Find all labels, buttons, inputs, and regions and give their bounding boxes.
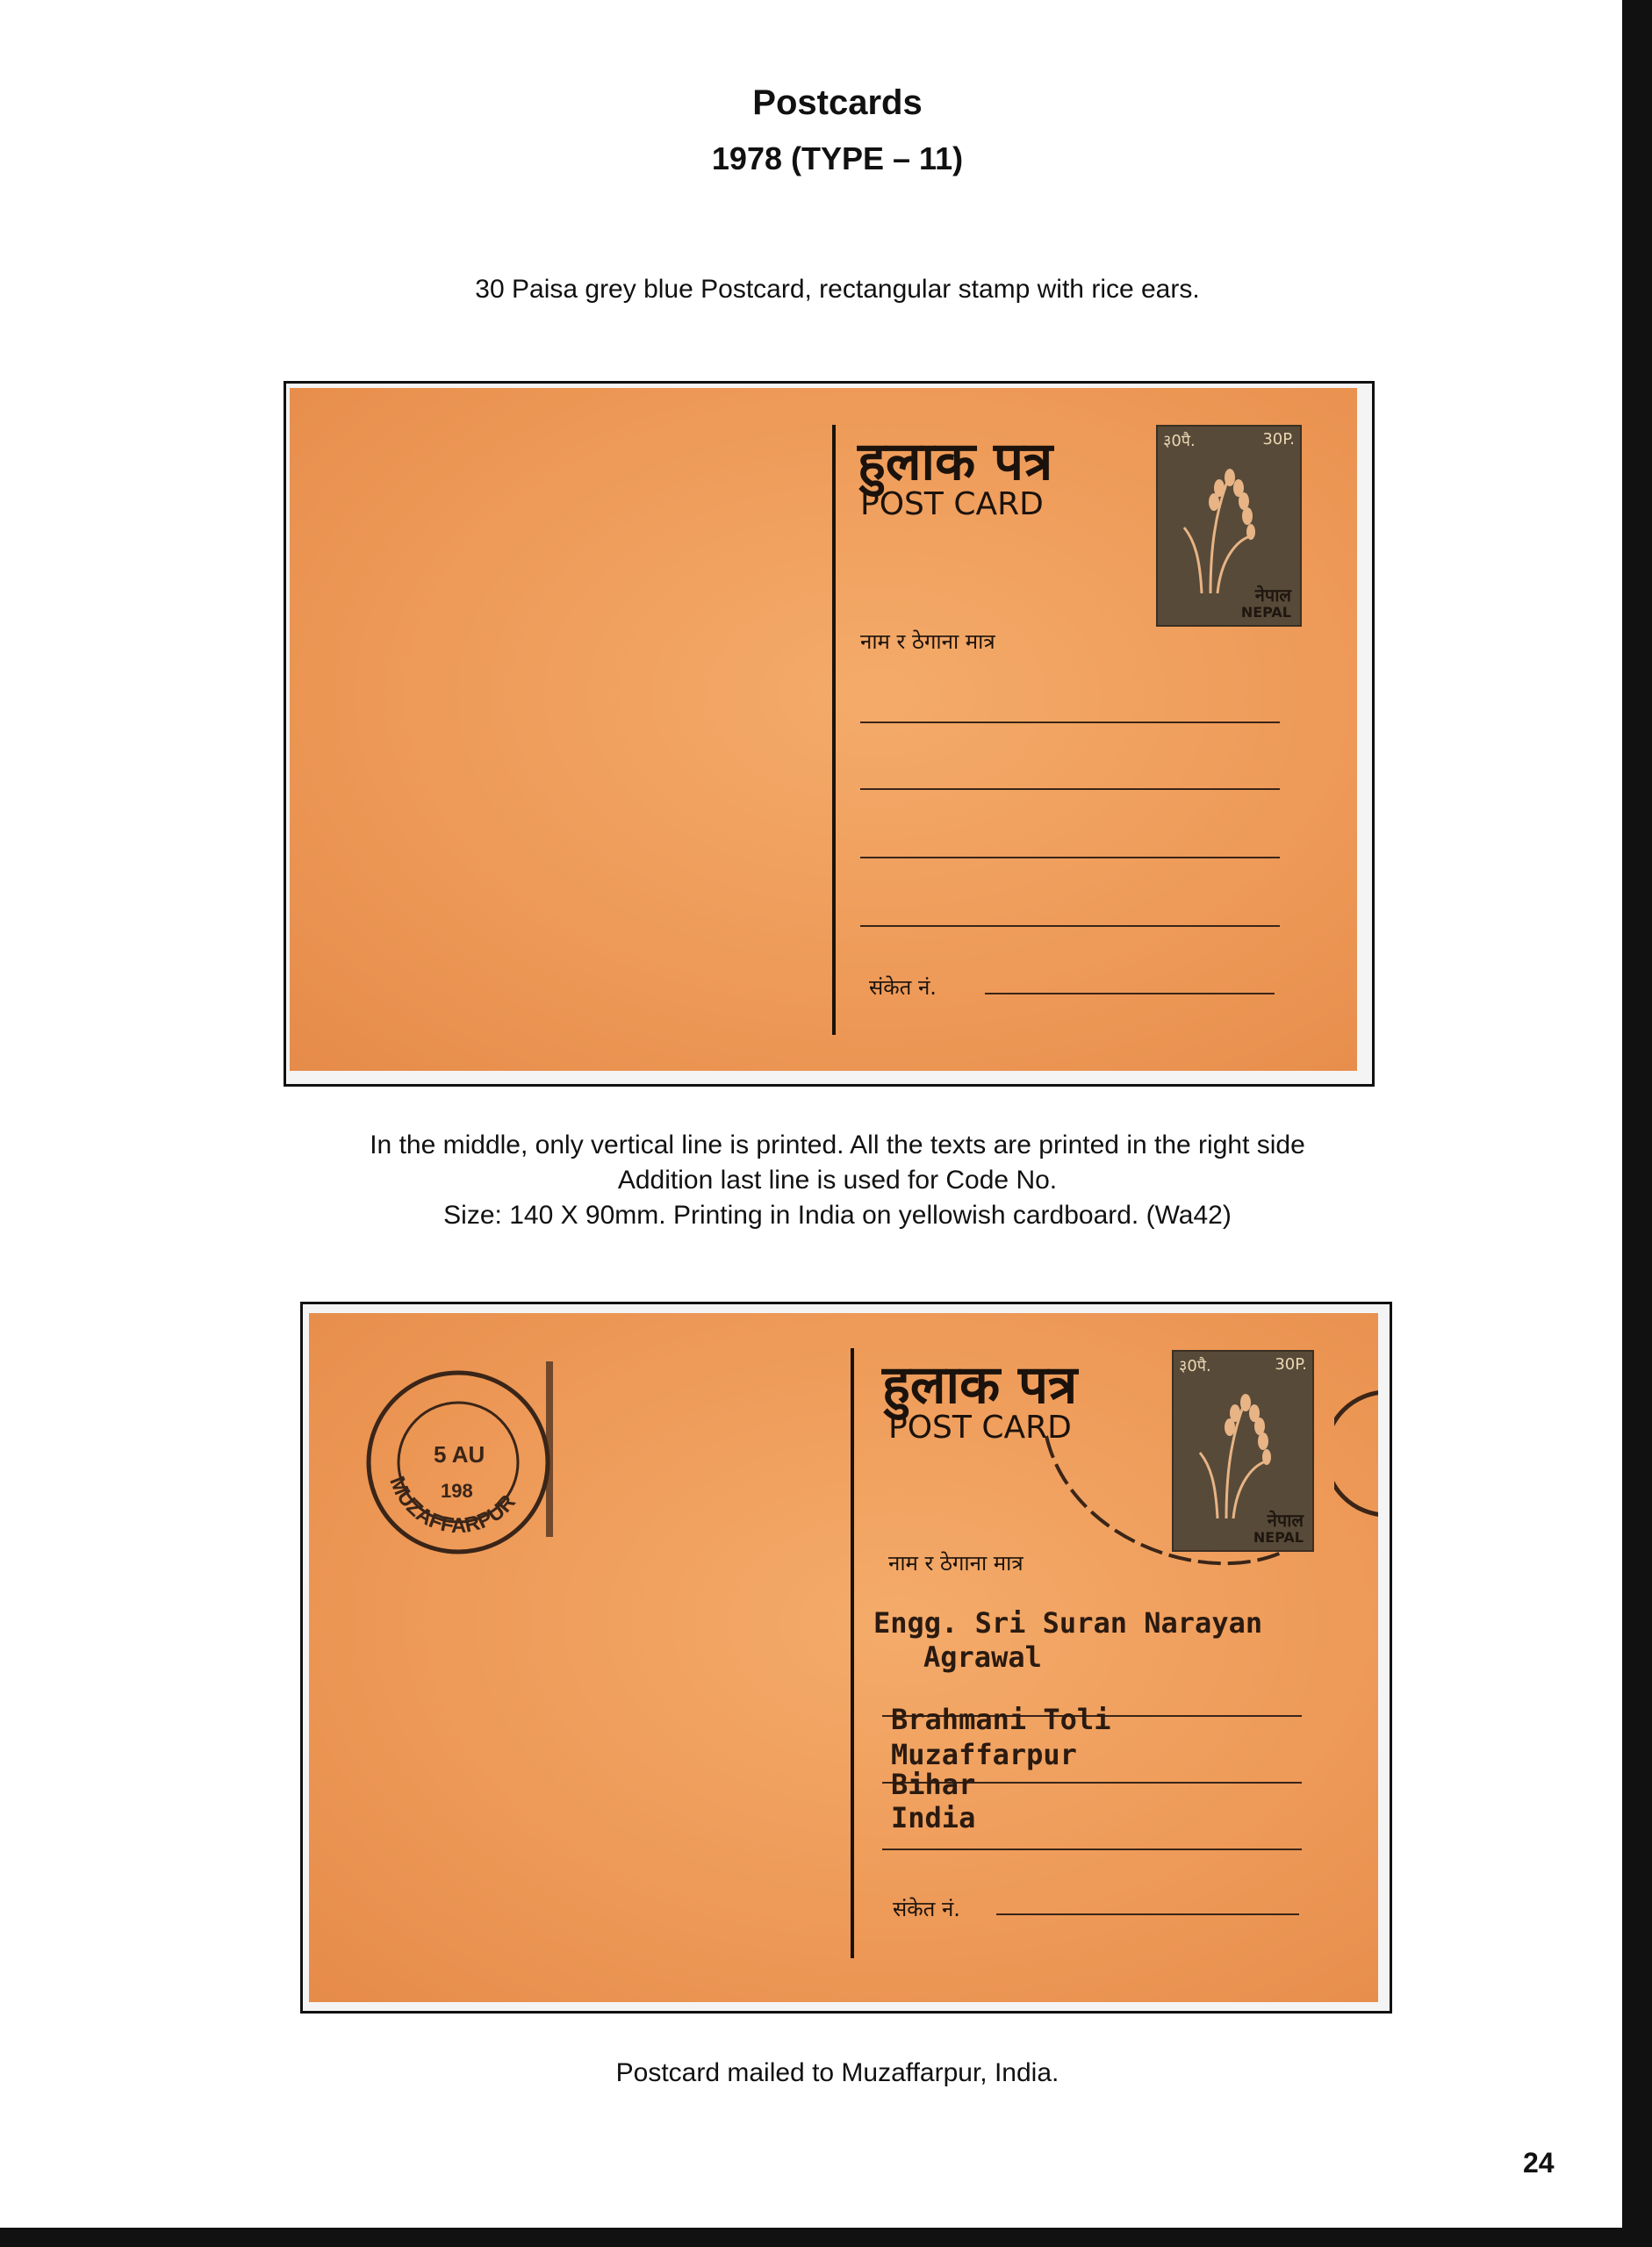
- stamp-country-dev: नेपाल: [1267, 1510, 1304, 1531]
- description-line: Size: 140 X 90mm. Printing in India on yellowish cardboard. (Wa42): [443, 1201, 1232, 1230]
- intro-caption: 30 Paisa grey blue Postcard, rectangular stamp with rice ears.: [475, 275, 1200, 304]
- postcard-used: [309, 1313, 1378, 2002]
- devanagari-title: हुलाक पत्र: [858, 431, 1053, 492]
- name-address-label: नाम र ठेगाना मात्र: [860, 629, 995, 654]
- page-border-bottom: [0, 2228, 1652, 2247]
- address-line: [860, 857, 1280, 858]
- closing-caption: Postcard mailed to Muzaffarpur, India.: [615, 2058, 1059, 2087]
- postmark-ring-text: MUZAFFARPUR: [384, 1473, 521, 1539]
- address-line-4: Muzaffarpur: [891, 1738, 1077, 1771]
- divider-line: [832, 425, 836, 1035]
- page-subtitle: 1978 (TYPE – 11): [711, 140, 964, 176]
- stamp: [1156, 425, 1302, 627]
- name-address-label: नाम र ठेगाना मात्र: [888, 1551, 1024, 1576]
- address-line: [860, 788, 1280, 790]
- stamp-value-en: 30P.: [1262, 430, 1295, 449]
- address-line-6: India: [891, 1801, 976, 1834]
- rice-ears-icon: [1191, 1378, 1279, 1518]
- stamp-value-dev: ३0पै.: [1179, 1357, 1211, 1375]
- postcard-label: POST CARD: [888, 1410, 1072, 1446]
- code-line: [996, 1913, 1299, 1915]
- stamp-country-dev: नेपाल: [1254, 585, 1291, 606]
- postmark-icon: [362, 1366, 555, 1559]
- code-line: [985, 993, 1275, 994]
- postmark-date: 5 AU: [434, 1441, 485, 1468]
- code-label: संकेत नं.: [869, 975, 937, 1000]
- page-border-right: [1622, 0, 1652, 2247]
- postcard-unused: [290, 388, 1357, 1071]
- address-line: [860, 721, 1280, 723]
- stamp-country-en: NEPAL: [1240, 604, 1291, 621]
- devanagari-title: हुलाक पत्र: [882, 1354, 1078, 1416]
- page-number: 24: [1523, 2147, 1555, 2179]
- description-caption: [0, 1128, 1652, 1233]
- postmark-year: 198: [441, 1480, 473, 1502]
- stamp-value-en: 30P.: [1275, 1355, 1307, 1374]
- address-line-5: Bihar: [891, 1768, 976, 1801]
- description-line: Addition last line is used for Code No.: [617, 1166, 1058, 1195]
- edge-postmark-icon: [1334, 1383, 1378, 1524]
- description-line: In the middle, only vertical line is printed. All the texts are printed in the right side: [370, 1131, 1305, 1159]
- address-line-1: Engg. Sri Suran Narayan: [873, 1606, 1263, 1640]
- address-line: [860, 925, 1280, 927]
- code-label: संकेत नं.: [893, 1897, 960, 1921]
- address-line: [882, 1849, 1302, 1850]
- stamp: [1172, 1350, 1314, 1552]
- postcard-label: POST CARD: [860, 486, 1044, 522]
- address-line-3: Brahmani Toli: [891, 1703, 1111, 1736]
- postmark-bar: [546, 1361, 553, 1537]
- stamp-value-dev: ३0पै.: [1163, 432, 1196, 450]
- divider-line: [851, 1348, 854, 1958]
- stamp-country-en: NEPAL: [1253, 1529, 1304, 1546]
- address-line-2: Agrawal: [923, 1640, 1042, 1674]
- rice-ears-icon: [1175, 453, 1263, 593]
- page-title: Postcards: [752, 83, 923, 122]
